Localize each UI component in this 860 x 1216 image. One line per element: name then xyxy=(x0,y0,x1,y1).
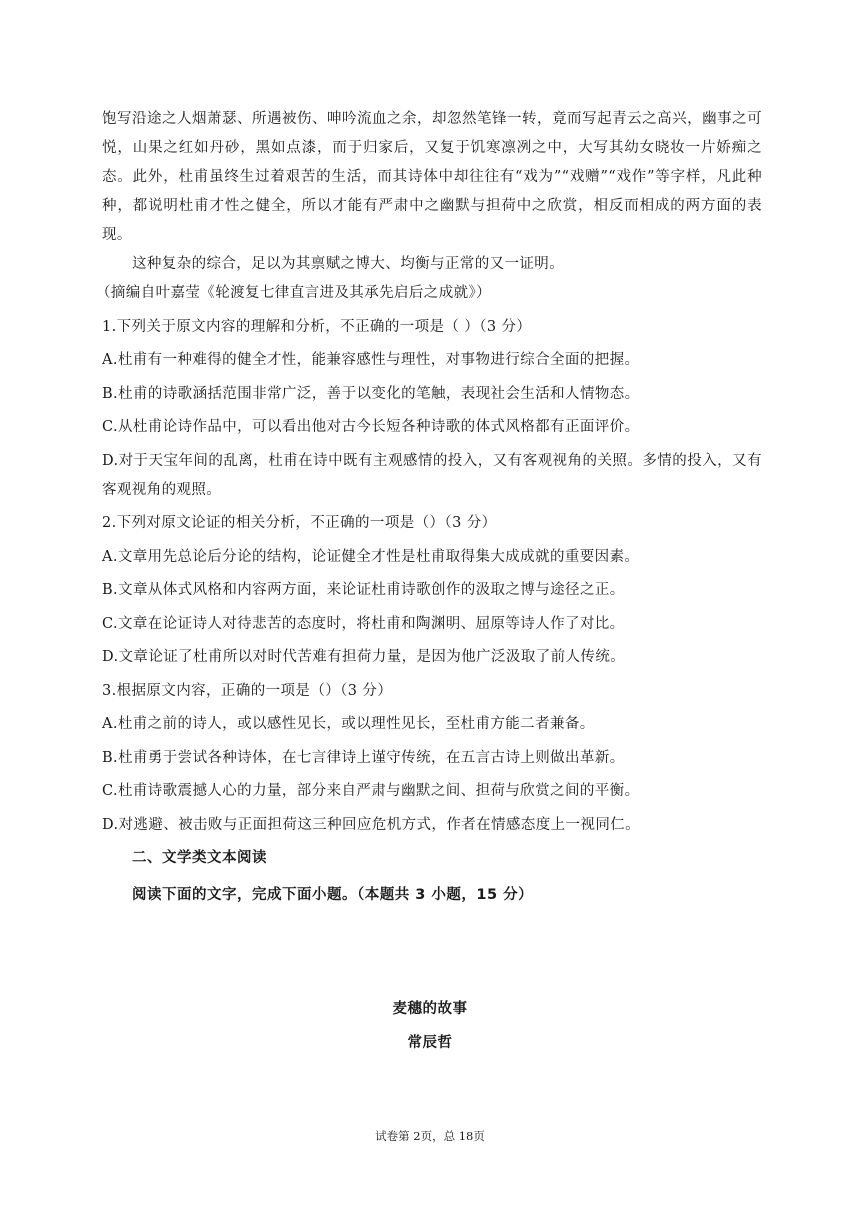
story-author: 常辰哲 xyxy=(407,1035,453,1051)
question-option: C.文章在论证诗人对待悲苦的态度时，将杜甫和陶渊明、屈原等诗人作了对比。 xyxy=(102,615,625,632)
question-option: D.对逃避、被击败与正面担荷这三种回应危机方式，作者在情感态度上一视同仁。 xyxy=(102,816,641,833)
question-stem: 1.下列关于原文内容的理解和分析，不正确的一项是（ ）（3 分） xyxy=(102,318,532,335)
passage-source: （摘编自叶嘉莹《轮渡复七律直言进及其承先启后之成就》） xyxy=(96,285,492,301)
question-stem: 2.下列对原文论证的相关分析，不正确的一项是（）（3 分） xyxy=(102,515,497,531)
section-heading: 二、文学类文本阅读 xyxy=(132,849,267,866)
question-option: A.杜甫之前的诗人，或以感性见长，或以理性见长，至杜甫方能二者兼备。 xyxy=(102,716,595,732)
question-option: C.杜甫诗歌震撼人心的力量，部分来自严肃与幽默之间、担荷与欣赏之间的平衡。 xyxy=(102,783,640,799)
question-option: A.文章用先总论后分论的结构，论证健全才性是杜甫取得集大成成就的重要因素。 xyxy=(102,548,640,565)
question-option: A.杜甫有一种难得的健全才性，能兼容感性与理性，对事物进行综合全面的把握。 xyxy=(102,352,640,368)
question-option: B.杜甫勇于尝试各种诗体，在七言律诗上谨守传统，在五言古诗上则做出革新。 xyxy=(102,749,625,766)
passage-paragraph: 饱写沿途之人烟萧瑟、所遇被伤、呻吟流血之余，却忽然笔锋一转，竟而写起青云之高兴，幽事之可悦，山果之红如丹砂，黑如点漆，而于归家后，又复于饥寒凛冽之中，大写其幼女晓妆一片娇痴之态。此外，杜甫虽终生过着艰苦的生活，而其诗体中却往往有“戏为”“戏赠”“戏作”等字样，凡此种种，都说明杜甫才性之健全，所以才能有严肃中之幽默与担荷中之欣赏，相反而相成的两方面的表现。 xyxy=(102,111,762,243)
page-content xyxy=(96,105,762,910)
question-option: C.从杜甫论诗作品中，可以看出他对古今长短各种诗歌的体式风格都有正面评价。 xyxy=(102,419,640,435)
question-option: B.文章从体式风格和内容两方面，来论证杜甫诗歌创作的汲取之博与途径之正。 xyxy=(102,582,625,598)
story-title: 麦穗的故事 xyxy=(392,1001,468,1017)
question-option: D.文章论证了杜甫所以对时代苦难有担荷力量，是因为他广泛汲取了前人传统。 xyxy=(102,649,626,665)
question-option: D.对于天宝年间的乱离，杜甫在诗中既有主观感情的投入，又有客观视角的关照。多情的投入，又有客观视角的观照。 xyxy=(102,452,762,498)
question-stem: 3.根据原文内容，正确的一项是（）（3 分） xyxy=(102,682,393,699)
section-instruction: 阅读下面的文字，完成下面小题。（本题共 3 小题，15 分） xyxy=(132,886,534,903)
question-option: B.杜甫的诗歌涵括范围非常广泛，善于以变化的笔触，表现社会生活和人情物态。 xyxy=(102,385,640,402)
page-footer: 试卷第 2页，总 18页 xyxy=(375,1129,485,1143)
passage-paragraph: 这种复杂的综合，足以为其禀赋之博大、均衡与正常的又一证明。 xyxy=(132,256,565,272)
